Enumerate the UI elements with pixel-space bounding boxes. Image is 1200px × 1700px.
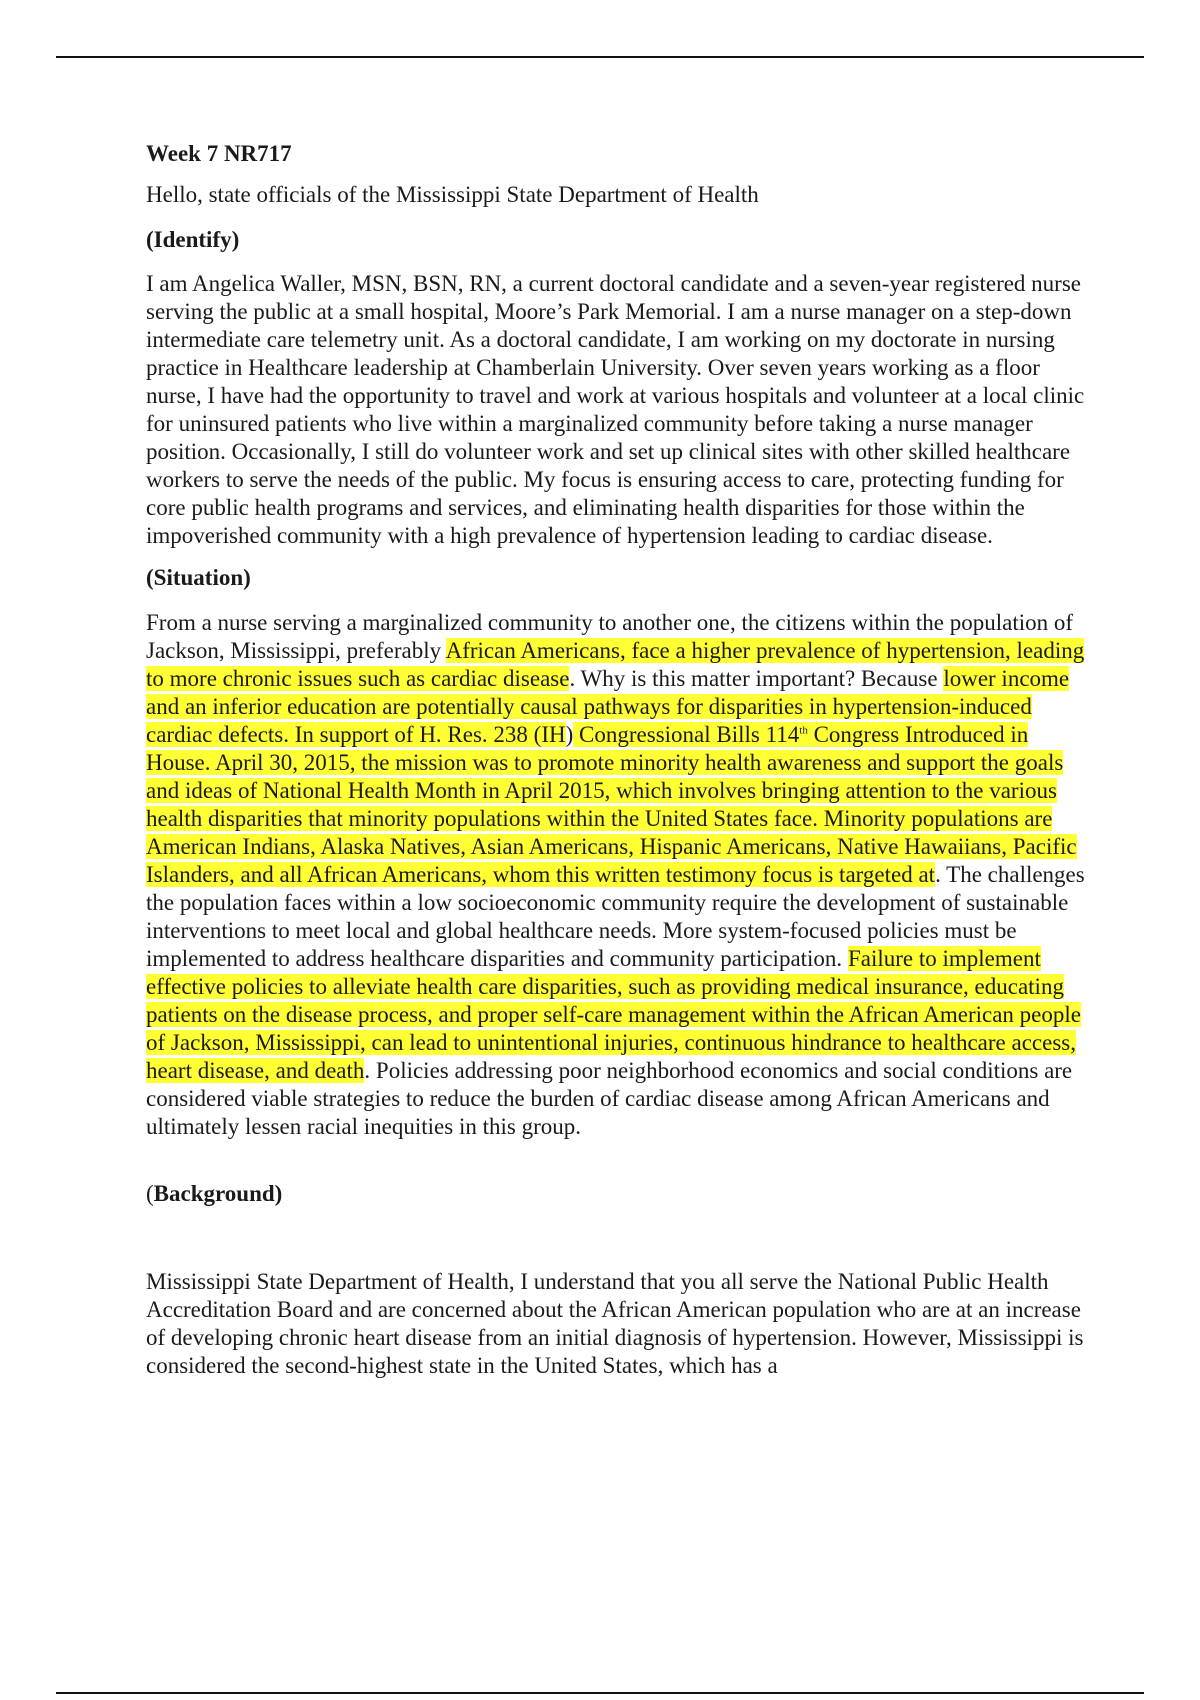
highlight-african-americans: African Americans, face a higher prevalence of hypertension, leading to more chronic issues such as cardiac disease	[146, 638, 1085, 691]
highlight-failure-to-implement: Failure to implement effective policies to alleviate health care disparities, such as providing medical insurance, educating patients on the disease process, and proper self-care management within the African American people of Jackson, Mississippi, can lead to unintentional injuries, continuous hindrance to healthcare access, heart disease, and death	[146, 946, 1081, 1083]
situation-text-5: . Policies addressing poor neighborhood economics and social conditions are considered viable strategies to reduce the burden of cardiac disease among African Americans and ultimately lessen racial inequities in this group.	[146, 1058, 1073, 1139]
page-bottom-rule	[56, 1692, 1144, 1694]
background-heading-paren: (	[146, 1181, 154, 1206]
situation-text-1: From a nurse serving a marginalized community to another one, the citizens within the population of Jackson, Mississippi, preferably	[146, 610, 1074, 663]
background-paragraph: Mississippi State Department of Health, I understand that you all serve the National Public Health Accreditation Board and are concerned about the African American population who are at an increase of developing chronic heart disease from an initial diagnosis of hypertension. However, Mississippi is considered the second-highest state in the United States, which has a	[146, 1269, 1084, 1378]
situation-paragraph	[146, 609, 1096, 1141]
identify-heading: (Identify)	[146, 227, 240, 252]
situation-text-2: . Why is this matter important? Because	[569, 666, 944, 691]
greeting-line: Hello, state officials of the Mississippi State Department of Health	[146, 182, 759, 207]
background-heading	[146, 1180, 1096, 1208]
situation-text-3: )	[565, 722, 574, 747]
highlight-income-education: lower income and an inferior education are potentially causal pathways for disparities in hypertension-induced cardiac defects. In support of H. Res. 238 (IH	[146, 666, 1070, 747]
congressional-bills-text: Congressional Bills 114	[573, 722, 800, 747]
situation-text-4: . The challenges the population faces within a low socioeconomic community require the development of sustainable interventions to meet local and global healthcare needs. More system-focused policies must be implemented to address healthcare disparities and community participation.	[146, 862, 1085, 971]
identify-paragraph: I am Angelica Waller, MSN, BSN, RN, a current doctoral candidate and a seven-year registered nurse serving the public at a small hospital, Moore’s Park Memorial. I am a nurse manager on a step-down intermediate care telemetry unit. As a doctoral candidate, I am working on my doctorate in nursing practice in Healthcare leadership at Chamberlain University. Over seven years working as a floor nurse, I have had the opportunity to travel and work at various hospitals and volunteer at a local clinic for uninsured patients who live within a marginalized community before taking a nurse manager position. Occasionally, I still do volunteer work and set up clinical sites with other skilled healthcare workers to serve the needs of the public. My focus is ensuring access to care, protecting funding for core public health programs and services, and eliminating health disparities for those within the impoverished community with a high prevalence of hypertension leading to cardiac disease.	[146, 271, 1085, 548]
document-page	[146, 140, 1096, 1380]
document-title: Week 7 NR717	[146, 141, 292, 166]
situation-heading: (Situation)	[146, 565, 251, 590]
page-top-rule	[56, 56, 1144, 58]
ordinal-superscript: th	[799, 724, 808, 737]
background-heading-text: Background)	[153, 1181, 283, 1206]
minority-health-text: Congress Introduced in House. April 30, 2015, the mission was to promote minority health awareness and support the goals and ideas of National Health Month in April 2015, which involves bringing attention to the various health disparities that minority populations within the United States face. Minority populations are American Indians, Alaska Natives, Asian Americans, Hispanic Americans, Native Hawaiians, Pacific Islanders, and all African Americans, whom this written testimony focus is targeted at	[146, 722, 1077, 887]
